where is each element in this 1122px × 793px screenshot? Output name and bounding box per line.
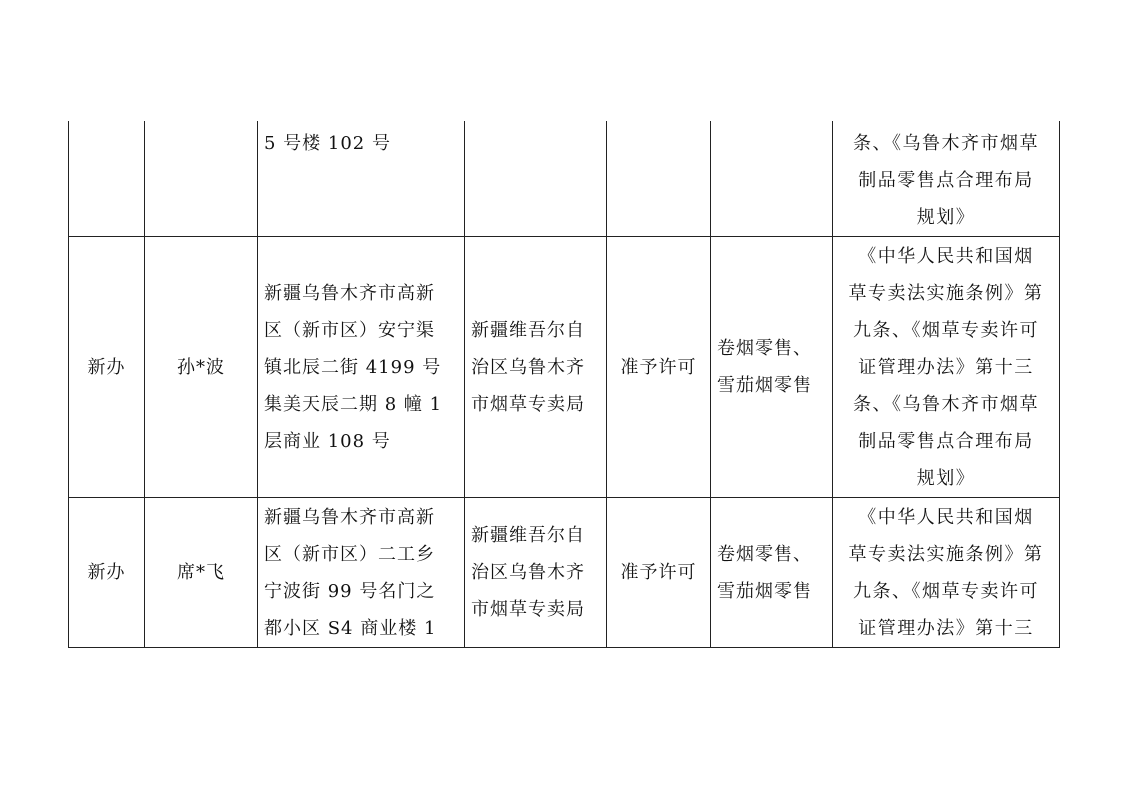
address-line: 层商业 108 号 — [264, 430, 391, 452]
permit-table — [68, 121, 1060, 648]
applicant-cell: 孙*波 — [145, 237, 258, 498]
basis-line: 制品零售点合理布局 — [858, 430, 1034, 452]
decision-cell: 准予许可 — [607, 237, 711, 498]
address-line: 宁波街 99 号名门之 — [264, 580, 436, 602]
authority-line: 市烟草专卖局 — [471, 599, 585, 620]
authority-line: 新疆维吾尔自 — [471, 319, 585, 341]
basis-line: 规划》 — [916, 467, 976, 489]
authority-cell — [465, 498, 607, 648]
authority-line: 市烟草专卖局 — [471, 393, 585, 415]
basis-cell — [833, 237, 1060, 498]
type-cell: 新办 — [69, 237, 145, 498]
decision-cell: 准予许可 — [607, 498, 711, 648]
address-cell — [258, 498, 465, 648]
basis-line: 条、《乌鲁木齐市烟草 — [853, 133, 1039, 154]
table-row — [69, 237, 1060, 498]
scope-cell — [711, 237, 833, 498]
authority-cell — [465, 121, 607, 237]
basis-line: 草专卖法实施条例》第 — [848, 543, 1044, 565]
scope-cell — [711, 498, 833, 648]
basis-line: 《中华人民共和国烟 — [858, 245, 1034, 267]
basis-line: 《中华人民共和国烟 — [858, 506, 1034, 528]
address-line: 5 号楼 102 号 — [264, 133, 391, 154]
address-cell — [258, 237, 465, 498]
basis-line: 规划》 — [916, 207, 976, 228]
scope-line: 雪茄烟零售 — [717, 375, 812, 396]
type-cell: 新办 — [69, 498, 145, 648]
scope-line: 卷烟零售、 — [717, 338, 812, 359]
applicant-cell — [145, 121, 258, 237]
basis-line: 证管理办法》第十三 — [858, 356, 1034, 378]
decision-cell — [607, 121, 711, 237]
scope-line: 雪茄烟零售 — [717, 580, 812, 602]
scope-line: 卷烟零售、 — [717, 543, 812, 565]
applicant-cell: 席*飞 — [145, 498, 258, 648]
address-line: 集美天辰二期 8 幢 1 — [264, 393, 443, 415]
basis-line: 条、《乌鲁木齐市烟草 — [853, 393, 1039, 415]
address-line: 区（新市区）安宁渠 — [264, 319, 435, 341]
authority-line: 治区乌鲁木齐 — [471, 562, 585, 583]
address-line: 镇北辰二街 4199 号 — [264, 356, 442, 378]
table-row — [69, 121, 1060, 237]
address-cell — [258, 121, 465, 237]
address-line: 新疆乌鲁木齐市高新 — [264, 506, 435, 528]
basis-line: 九条、《烟草专卖许可 — [853, 319, 1039, 341]
scope-cell — [711, 121, 833, 237]
authority-cell — [465, 237, 607, 498]
address-line: 区（新市区）二工乡 — [264, 543, 435, 565]
basis-cell — [833, 121, 1060, 237]
authority-line: 治区乌鲁木齐 — [471, 356, 585, 378]
authority-line: 新疆维吾尔自 — [471, 525, 585, 546]
basis-line: 草专卖法实施条例》第 — [848, 282, 1044, 304]
table-row — [69, 498, 1060, 648]
basis-line: 证管理办法》第十三 — [858, 617, 1034, 639]
basis-line: 制品零售点合理布局 — [858, 170, 1034, 191]
basis-cell — [833, 498, 1060, 648]
address-line: 都小区 S4 商业楼 1 — [264, 617, 437, 639]
address-line: 新疆乌鲁木齐市高新 — [264, 282, 435, 304]
type-cell — [69, 121, 145, 237]
basis-line: 九条、《烟草专卖许可 — [853, 580, 1039, 602]
